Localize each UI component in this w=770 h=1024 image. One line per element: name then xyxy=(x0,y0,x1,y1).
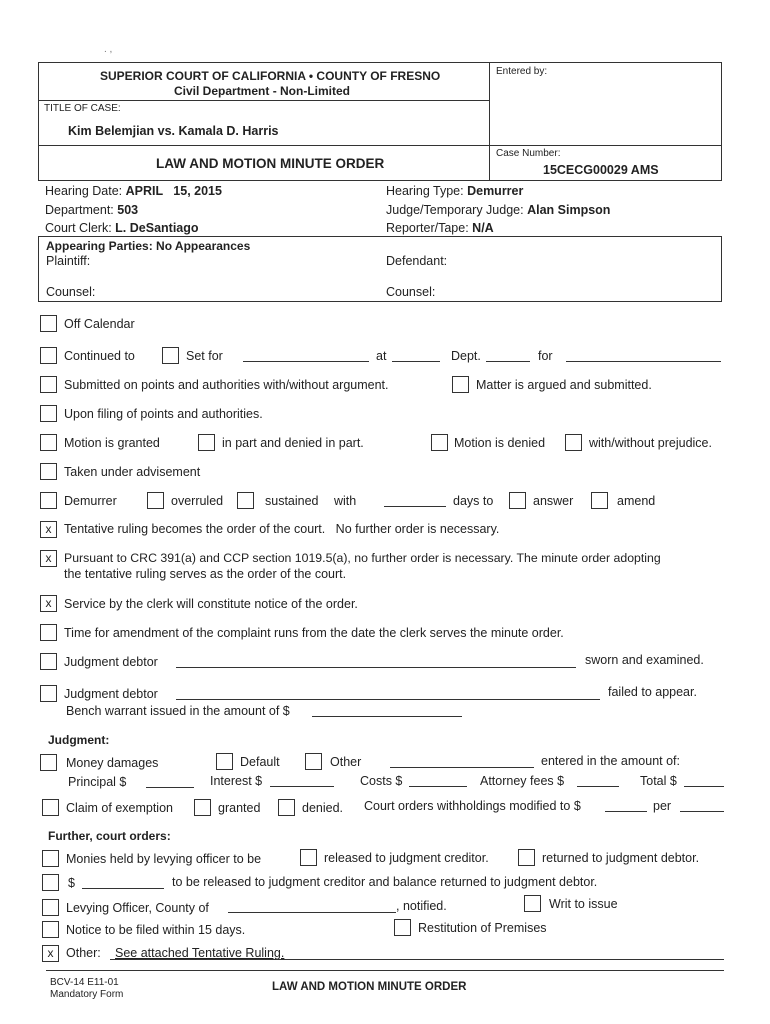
attorney-fees-label: Attorney fees $ xyxy=(480,774,565,788)
reporter xyxy=(386,221,494,235)
judgment-debtor-2-blank[interactable] xyxy=(176,699,600,700)
in-part-checkbox[interactable] xyxy=(198,434,215,451)
levying-officer-label: Levying Officer, County of xyxy=(66,901,209,915)
county-blank[interactable] xyxy=(228,912,396,913)
hearing-type-label: Hearing Type: xyxy=(386,184,464,198)
interest-blank[interactable] xyxy=(270,786,334,787)
submitted-checkbox[interactable] xyxy=(40,376,57,393)
answer-checkbox[interactable] xyxy=(509,492,526,509)
days-blank[interactable] xyxy=(384,506,446,507)
judgment-heading: Judgment: xyxy=(48,733,110,747)
sustained-checkbox[interactable] xyxy=(237,492,254,509)
in-part-label: in part and denied in part. xyxy=(222,436,364,450)
interest-label: Interest $ xyxy=(210,774,263,788)
stray-marks: . , xyxy=(104,44,113,55)
counsel-right-label: Counsel: xyxy=(386,285,436,299)
restitution-checkbox[interactable] xyxy=(394,919,411,936)
title-of-case-label: TITLE OF CASE: xyxy=(44,103,121,114)
notice-filed-label: Notice to be filed within 15 days. xyxy=(66,923,246,937)
costs-blank[interactable] xyxy=(409,786,467,787)
judge-value: Alan Simpson xyxy=(527,203,611,217)
other-judgment-checkbox[interactable] xyxy=(305,753,322,770)
claim-exemption-label: Claim of exemption xyxy=(66,801,173,815)
total-label: Total $ xyxy=(640,774,677,788)
dept-label: Dept. xyxy=(451,349,481,363)
hearing-type xyxy=(386,184,523,198)
dollar-release-blank[interactable] xyxy=(82,888,164,889)
amend-checkbox[interactable] xyxy=(591,492,608,509)
dept-blank[interactable] xyxy=(486,361,530,362)
claim-exemption-checkbox[interactable] xyxy=(42,799,59,816)
notified-label: , notified. xyxy=(396,899,447,913)
writ-checkbox[interactable] xyxy=(524,895,541,912)
granted-label: granted xyxy=(218,801,261,815)
hearing-type-value: Demurrer xyxy=(467,184,524,198)
money-damages-label: Money damages xyxy=(66,756,159,770)
reporter-label: Reporter/Tape: xyxy=(386,221,469,235)
off-calendar-label: Off Calendar xyxy=(64,317,135,331)
off-calendar-checkbox[interactable] xyxy=(40,315,57,332)
further-heading: Further, court orders: xyxy=(48,829,171,843)
department-value: 503 xyxy=(117,203,139,217)
judgment-debtor-1-blank[interactable] xyxy=(176,667,576,668)
other-order-value: See attached Tentative Ruling. xyxy=(115,946,285,960)
plaintiff-label: Plaintiff: xyxy=(46,254,91,268)
returned-debtor-label: returned to judgment debtor. xyxy=(542,851,700,865)
overruled-label: overruled xyxy=(171,494,224,508)
for-label: for xyxy=(538,349,553,363)
judge xyxy=(386,203,610,217)
days-to-label: days to xyxy=(453,494,494,508)
entered-by-label: Entered by: xyxy=(496,66,548,77)
judgment-debtor-sworn-checkbox[interactable] xyxy=(40,653,57,670)
counsel-left-label: Counsel: xyxy=(46,285,96,299)
court-name: SUPERIOR COURT OF CALIFORNIA • COUNTY OF FRESNO xyxy=(100,69,441,83)
case-number-label: Case Number: xyxy=(496,148,561,159)
dollar-sign: $ xyxy=(68,876,75,890)
principal-blank[interactable] xyxy=(146,787,194,788)
per-blank[interactable] xyxy=(680,811,724,812)
motion-granted-checkbox[interactable] xyxy=(40,434,57,451)
mandatory-form: Mandatory Form xyxy=(50,989,124,1000)
notice-filed-checkbox[interactable] xyxy=(42,921,59,938)
pursuant-line-2: the tentative ruling serves as the order of the court. xyxy=(64,567,347,581)
prejudice-checkbox[interactable] xyxy=(565,434,582,451)
prejudice-label: with/without prejudice. xyxy=(589,436,712,450)
hearing-date xyxy=(45,184,222,198)
denied-label: denied. xyxy=(302,801,344,815)
demurrer-label: Demurrer xyxy=(64,494,117,508)
footer-title: LAW AND MOTION MINUTE ORDER xyxy=(272,981,467,993)
amend-label: amend xyxy=(617,494,656,508)
set-for-checkbox[interactable] xyxy=(162,347,179,364)
set-for-label: Set for xyxy=(186,349,223,363)
overruled-checkbox[interactable] xyxy=(147,492,164,509)
service-label: Service by the clerk will constitute notice of the order. xyxy=(64,597,358,611)
taken-under-label: Taken under advisement xyxy=(64,465,201,479)
judgment-debtor-failed-checkbox[interactable] xyxy=(40,685,57,702)
for-blank[interactable] xyxy=(566,361,721,362)
court-clerk-value: L. DeSantiago xyxy=(115,221,199,235)
set-for-blank[interactable] xyxy=(243,361,369,362)
submitted-label: Submitted on points and authorities with/without argument. xyxy=(64,378,389,392)
denied-checkbox[interactable] xyxy=(278,799,295,816)
default-checkbox[interactable] xyxy=(216,753,233,770)
granted-checkbox[interactable] xyxy=(194,799,211,816)
bench-warrant-blank[interactable] xyxy=(312,716,462,717)
demurrer-checkbox[interactable] xyxy=(40,492,57,509)
upon-filing-label: Upon filing of points and authorities. xyxy=(64,407,263,421)
withholdings-label: Court orders withholdings modified to $ xyxy=(364,799,581,813)
matter-argued-label: Matter is argued and submitted. xyxy=(476,378,652,392)
hearing-date-label: Hearing Date: xyxy=(45,184,123,198)
other-order-checkbox[interactable]: x xyxy=(42,945,59,962)
motion-granted-label: Motion is granted xyxy=(64,436,160,450)
hearing-date-value: APRIL 15, 2015 xyxy=(125,184,222,198)
department-label: Department: xyxy=(45,203,114,217)
levying-officer-checkbox[interactable] xyxy=(42,899,59,916)
other-judgment-label: Other xyxy=(330,755,362,769)
continued-to-checkbox[interactable] xyxy=(40,347,57,364)
dollar-release-checkbox[interactable] xyxy=(42,874,59,891)
other-order-line xyxy=(110,959,724,960)
pursuant-line-1: Pursuant to CRC 391(a) and CCP section 1019.5(a), no further order is necessary. The minute order adopting xyxy=(64,551,661,565)
header-rule-2 xyxy=(38,145,722,146)
pursuant-checkbox[interactable]: x xyxy=(40,550,57,567)
bench-warrant-label: Bench warrant issued in the amount of $ xyxy=(66,704,290,718)
money-damages-checkbox[interactable] xyxy=(40,754,57,771)
service-checkbox[interactable]: x xyxy=(40,595,57,612)
entered-amount-label: entered in the amount of: xyxy=(541,754,680,768)
default-label: Default xyxy=(240,755,280,769)
judgment-debtor-1-label: Judgment debtor xyxy=(64,655,158,669)
header-divider xyxy=(489,62,490,181)
footer-rule xyxy=(46,970,724,971)
restitution-label: Restitution of Premises xyxy=(418,921,547,935)
sustained-label: sustained xyxy=(265,494,319,508)
motion-denied-checkbox[interactable] xyxy=(431,434,448,451)
matter-argued-checkbox[interactable] xyxy=(452,376,469,393)
tentative-label: Tentative ruling becomes the order of the court. No further order is necessary. xyxy=(64,522,500,536)
attorney-fees-blank[interactable] xyxy=(577,786,619,787)
time-amend-checkbox[interactable] xyxy=(40,624,57,641)
other-judgment-blank[interactable] xyxy=(390,767,534,768)
upon-filing-checkbox[interactable] xyxy=(40,405,57,422)
defendant-label: Defendant: xyxy=(386,254,448,268)
reporter-value: N/A xyxy=(472,221,494,235)
taken-under-checkbox[interactable] xyxy=(40,463,57,480)
motion-denied-label: Motion is denied xyxy=(454,436,546,450)
at-blank[interactable] xyxy=(392,361,440,362)
continued-to-label: Continued to xyxy=(64,349,135,363)
form-number: BCV-14 E11-01 xyxy=(50,977,119,988)
failed-label: failed to appear. xyxy=(608,685,697,699)
to-be-released-label: to be released to judgment creditor and balance returned to judgment debtor. xyxy=(172,875,598,889)
case-title: Kim Belemjian vs. Kamala D. Harris xyxy=(68,124,279,138)
costs-label: Costs $ xyxy=(360,774,403,788)
writ-label: Writ to issue xyxy=(549,897,618,911)
released-creditor-label: released to judgment creditor. xyxy=(324,851,489,865)
other-order-label: Other: xyxy=(66,946,101,960)
withholdings-blank[interactable] xyxy=(605,811,647,812)
court-clerk-label: Court Clerk: xyxy=(45,221,112,235)
judgment-debtor-2-label: Judgment debtor xyxy=(64,687,158,701)
court-clerk xyxy=(45,221,199,235)
monies-held-checkbox[interactable] xyxy=(42,850,59,867)
order-title: LAW AND MOTION MINUTE ORDER xyxy=(156,156,385,171)
returned-debtor-checkbox[interactable] xyxy=(518,849,535,866)
total-blank[interactable] xyxy=(684,786,724,787)
with-label: with xyxy=(334,494,357,508)
tentative-checkbox[interactable]: x xyxy=(40,521,57,538)
judge-label: Judge/Temporary Judge: xyxy=(386,203,524,217)
department xyxy=(45,203,138,217)
time-amend-label: Time for amendment of the complaint runs from the date the clerk serves the minute order. xyxy=(64,626,564,640)
per-label: per xyxy=(653,799,672,813)
principal-label: Principal $ xyxy=(68,775,127,789)
case-number: 15CECG00029 AMS xyxy=(543,163,659,177)
monies-held-label: Monies held by levying officer to be xyxy=(66,852,262,866)
sworn-label: sworn and examined. xyxy=(585,653,704,667)
court-department: Civil Department - Non-Limited xyxy=(174,84,351,98)
at-label: at xyxy=(376,349,387,363)
answer-label: answer xyxy=(533,494,574,508)
appearing-parties: Appearing Parties: No Appearances xyxy=(46,239,251,253)
header-rule-1 xyxy=(38,100,490,101)
released-creditor-checkbox[interactable] xyxy=(300,849,317,866)
